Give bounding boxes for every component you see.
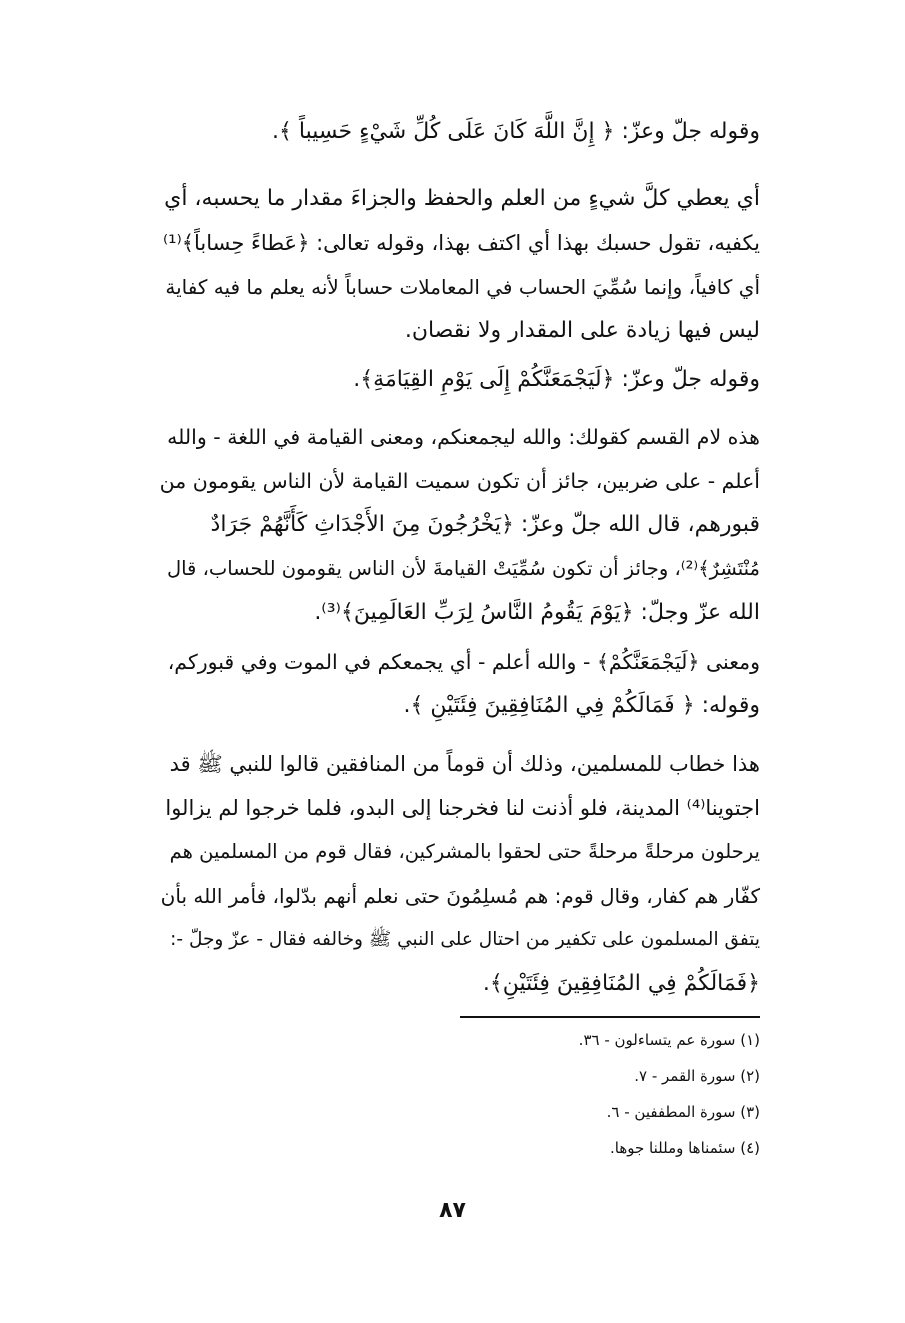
text-line: هذه لام القسم كقولك: والله ليجمعنكم، ومعنى القيامة في اللغة - والله	[167, 425, 760, 449]
footnotes	[460, 1022, 760, 1166]
page-number: ٨٧	[439, 1198, 466, 1223]
text-line: ومعنى ﴿لَيَجْمَعَنَّكُمْ﴾ - والله أعلم - أي يجمعكم في الموت وفي قبوركم،	[167, 650, 760, 674]
text-line: ﴿فَمَالَكُمْ فِي المُنَافِقِينَ فِئَتَيْنِ﴾.	[482, 971, 760, 996]
text-line: أعلم - على ضربين، جائز أن تكون سميت القيامة لأن الناس يقومون من	[159, 469, 760, 493]
text-line: قبورهم، قال الله جلّ وعزّ: ﴿يَخْرُجُونَ مِنَ الأَجْدَاثِ كَأَنَّهُمْ جَرَادٌ	[210, 512, 760, 537]
text-line: يرحلون مرحلةً مرحلةً حتى لحقوا بالمشركين، فقال قوم من المسلمين هم	[169, 840, 760, 863]
footnote-4: (٤) سئمناها ومللنا جوها.	[610, 1139, 760, 1157]
text-line: يتفق المسلمون على تكفير من احتال على النبي ﷺ وخالفه فقال - عزّ وجلّ -:	[170, 929, 760, 950]
text-line: يكفيه، تقول حسبك بهذا أي اكتف بهذا، وقوله تعالى: ﴿عَطاءً حِساباً﴾⁽¹⁾	[162, 231, 760, 255]
paragraph-qiyama-explanation	[160, 415, 760, 635]
footnote-separator	[460, 1016, 760, 1018]
text-line: أي يعطي كلَّ شيءٍ من العلم والحفظ والجزاءَ مقدار ما يحسبه، أي	[164, 186, 760, 211]
text-line: الله عزّ وجلّ: ﴿يَوْمَ يَقُومُ النَّاسُ لِرَبِّ العَالَمِينَ﴾⁽³⁾.	[314, 600, 760, 625]
footnote-2: (٢) سورة القمر - ٧.	[634, 1067, 760, 1085]
text-line: مُنْتَشِرٌ﴾⁽²⁾، وجائز أن تكون سُمِّيَتْ القيامةَ لأن الناس يقومون للحساب، قال	[166, 557, 760, 580]
footnote-3: (٣) سورة المطففين - ٦.	[606, 1103, 760, 1121]
paragraph-verse-qiyama	[160, 358, 760, 402]
text-line: وقوله جلّ وعزّ: ﴿لَيَجْمَعَنَّكُمْ إِلَى يَوْمِ القِيَامَةِ﴾.	[353, 367, 760, 392]
text-line: كفّار هم كفار، وقال قوم: هم مُسلِمُونَ حتى نعلم أنهم بدّلوا، فأمر الله بأن	[160, 884, 760, 908]
paragraph-munafiqin-explanation	[160, 742, 760, 1006]
paragraph-yajmaannakum-meaning	[160, 640, 760, 728]
paragraph-verse-hasiba	[160, 110, 760, 154]
text-line: وقوله: ﴿ فَمَالَكُمْ فِي المُنَافِقِينَ فِئَتَيْنِ ﴾.	[403, 693, 760, 718]
paragraph-hasib-explanation	[160, 177, 760, 353]
text-line: ليس فيها زيادة على المقدار ولا نقصان.	[404, 318, 760, 343]
text-line: وقوله جلّ وعزّ: ﴿ إِنَّ اللَّهَ كَانَ عَلَى كُلِّ شَيْءٍ حَسِيباً ﴾.	[272, 119, 760, 144]
text-line: هذا خطاب للمسلمين، وذلك أن قوماً من المنافقين قالوا للنبي ﷺ قد	[169, 752, 760, 776]
text-line: اجتوينا⁽⁴⁾ المدينة، فلو أذنت لنا فخرجنا إلى البدو، فلما خرجوا لم يزالوا	[165, 796, 760, 820]
text-line: أي كافياً، وإنما سُمِّيَ الحساب في المعاملات حساباً لأنه يعلم ما فيه كفاية	[165, 275, 760, 299]
footnote-1: (١) سورة عم يتساءلون - ٣٦.	[578, 1031, 760, 1049]
